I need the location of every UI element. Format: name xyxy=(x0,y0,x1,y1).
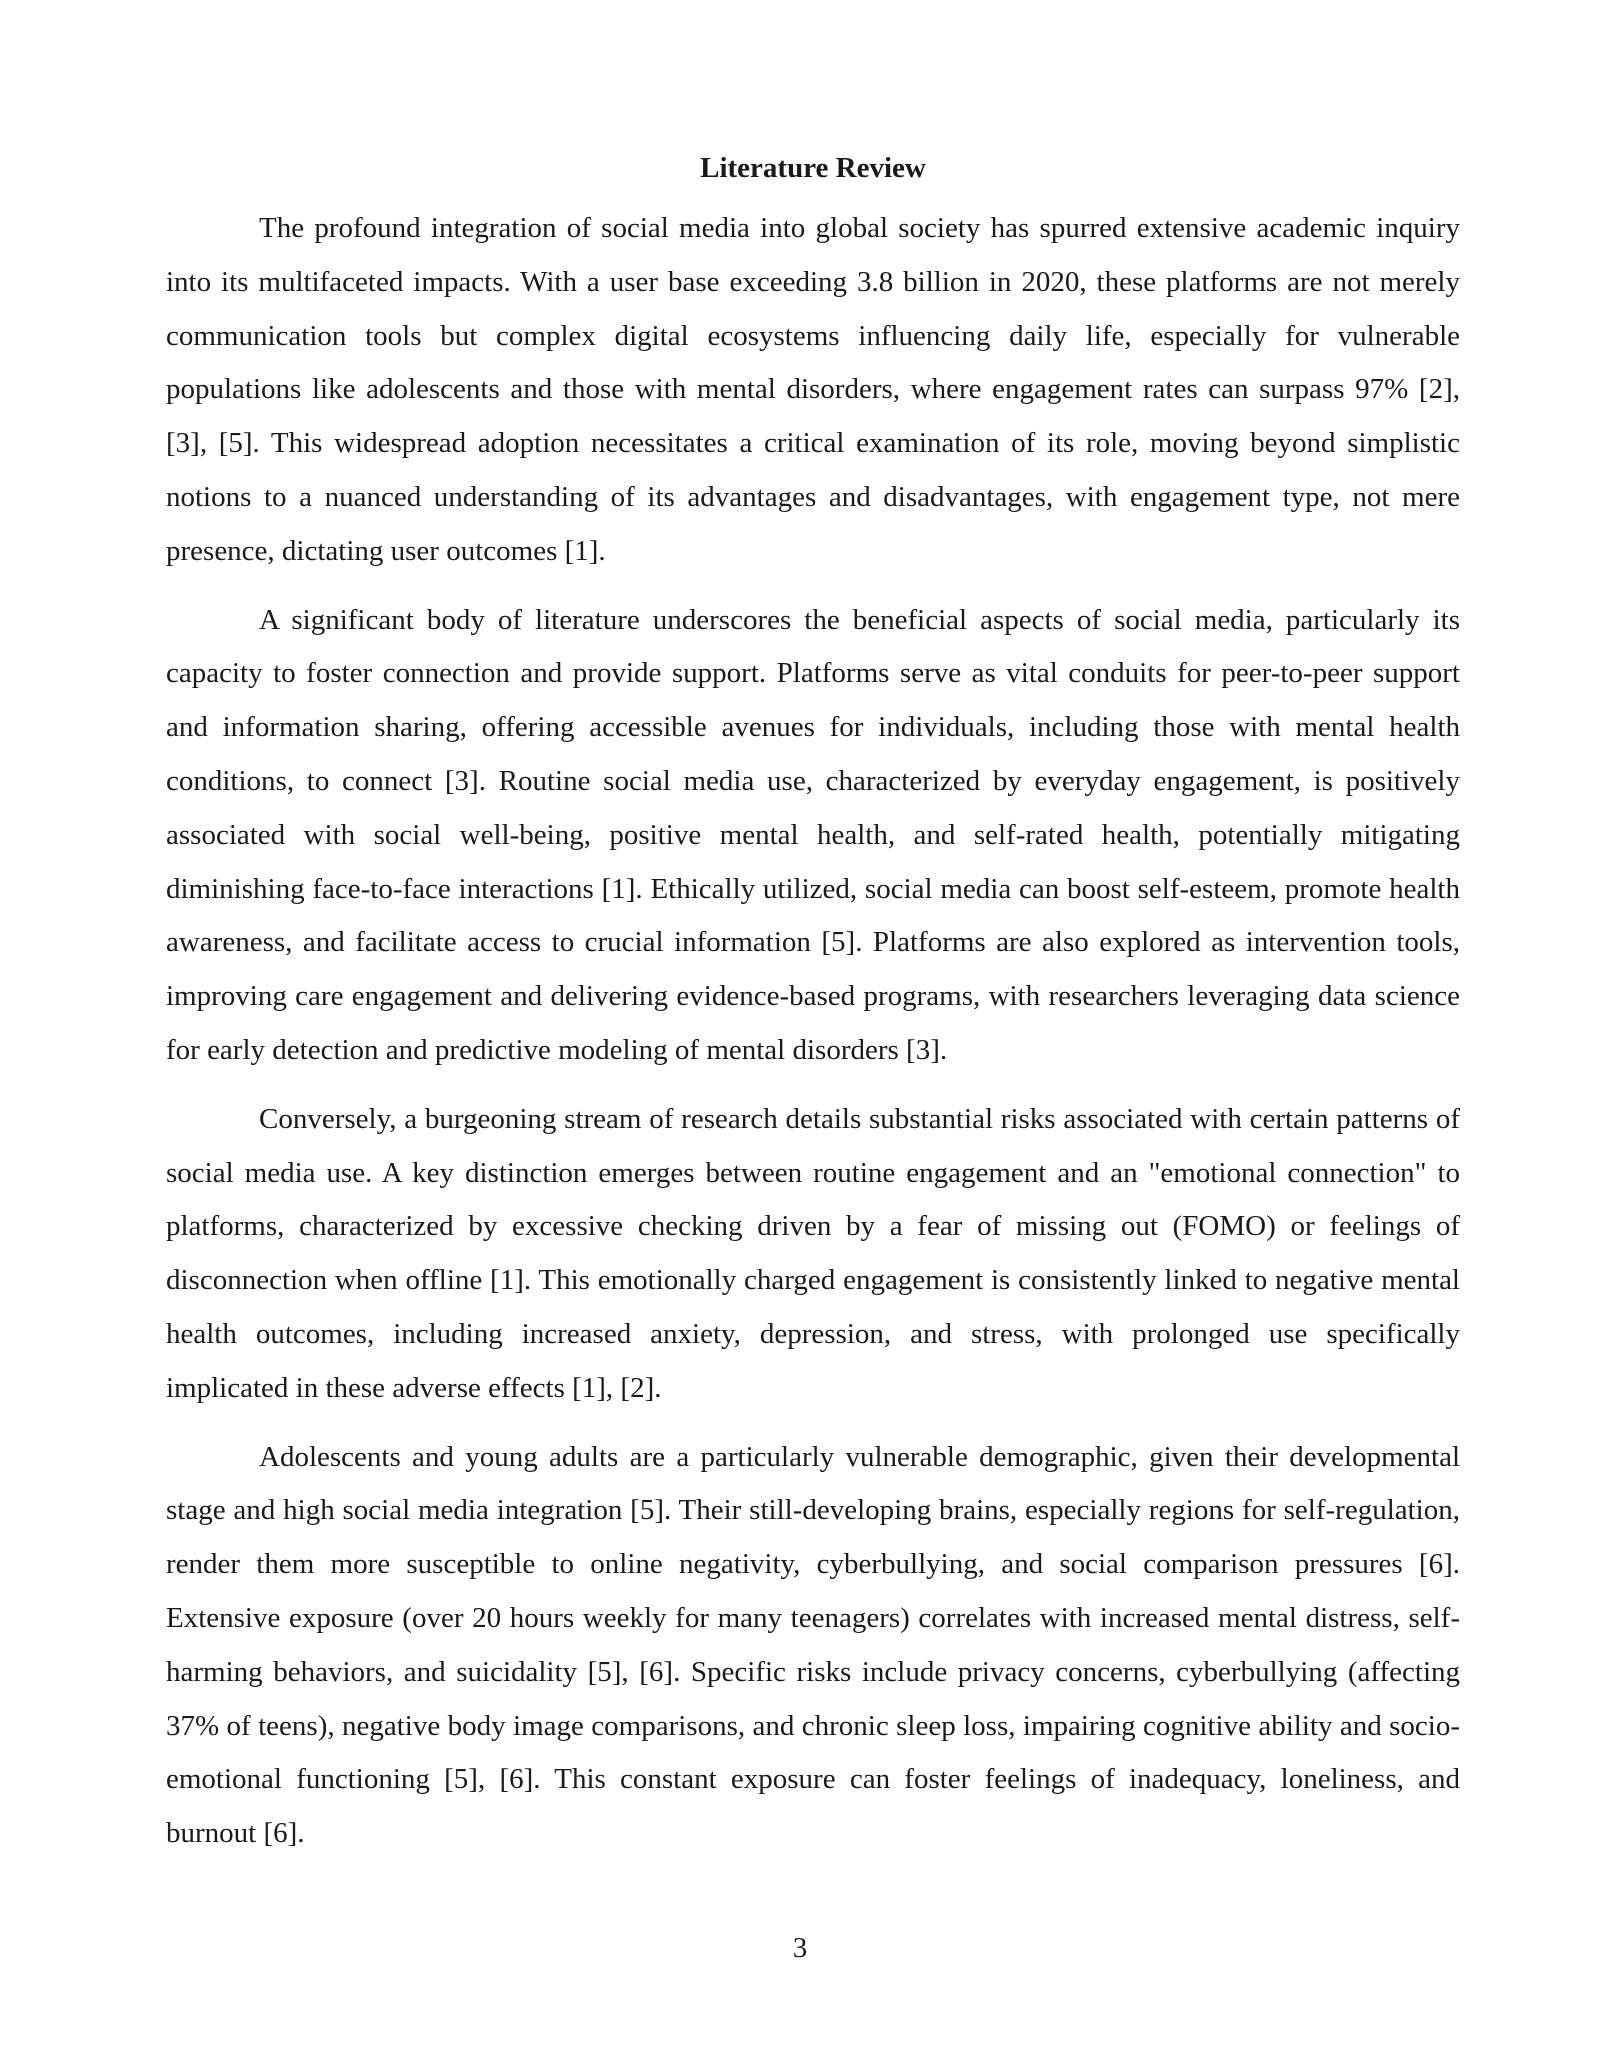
section-heading: Literature Review xyxy=(700,152,926,184)
document-page xyxy=(166,148,1460,1876)
paragraph-benefits: A significant body of literature underscores the beneficial aspects of social media, particularly its capacity to foster connection and provide support. Platforms serve as vital conduits for peer-to-peer support and information sharing, offering accessible avenues for individuals, including those with mental health conditions, to connect [3]. Routine social media use, characterized by everyday engagement, is positively associated with social well-being, positive mental health, and self-rated health, potentially mitigating diminishing face-to-face interactions [1]. Ethically utilized, social media can boost self-esteem, promote health awareness, and facilitate access to crucial information [5]. Platforms are also explored as intervention tools, improving care engagement and delivering evidence-based programs, with researchers leveraging data science for early detection and predictive modeling of mental disorders [3]. xyxy=(166,603,1460,1066)
page-number: 3 xyxy=(792,1932,808,1964)
paragraph-introduction: The profound integration of social media into global society has spurred extensive academic inquiry into its multifaceted impacts. With a user base exceeding 3.8 billion in 2020, these platforms are not merely communication tools but complex digital ecosystems influencing daily life, especially for vulnerable populations like adolescents and those with mental disorders, where engagement rates can surpass 97% [2], [3], [5]. This widespread adoption necessitates a critical examination of its role, moving beyond simplistic notions to a nuanced understanding of its advantages and disadvantages, with engagement type, not mere presence, dictating user outcomes [1]. xyxy=(166,212,1460,567)
paragraph-adolescents: Adolescents and young adults are a particularly vulnerable demographic, given their developmental stage and high social media integration [5]. Their still-developing brains, especially regions for self-regulation, render them more susceptible to online negativity, cyberbullying, and social comparison pressures [6]. Extensive exposure (over 20 hours weekly for many teenagers) correlates with increased mental distress, self-harming behaviors, and suicidality [5], [6]. Specific risks include privacy concerns, cyberbullying (affecting 37% of teens), negative body image comparisons, and chronic sleep loss, impairing cognitive ability and socio-emotional functioning [5], [6]. This constant exposure can foster feelings of inadequacy, loneliness, and burnout [6]. xyxy=(166,1440,1460,1850)
paragraph-risks: Conversely, a burgeoning stream of research details substantial risks associated with certain patterns of social media use. A key distinction emerges between routine engagement and an "emotional connection" to platforms, characterized by excessive checking driven by a fear of missing out (FOMO) or feelings of disconnection when offline [1]. This emotionally charged engagement is consistently linked to negative mental health outcomes, including increased anxiety, depression, and stress, with prolonged use specifically implicated in these adverse effects [1], [2]. xyxy=(166,1102,1460,1404)
